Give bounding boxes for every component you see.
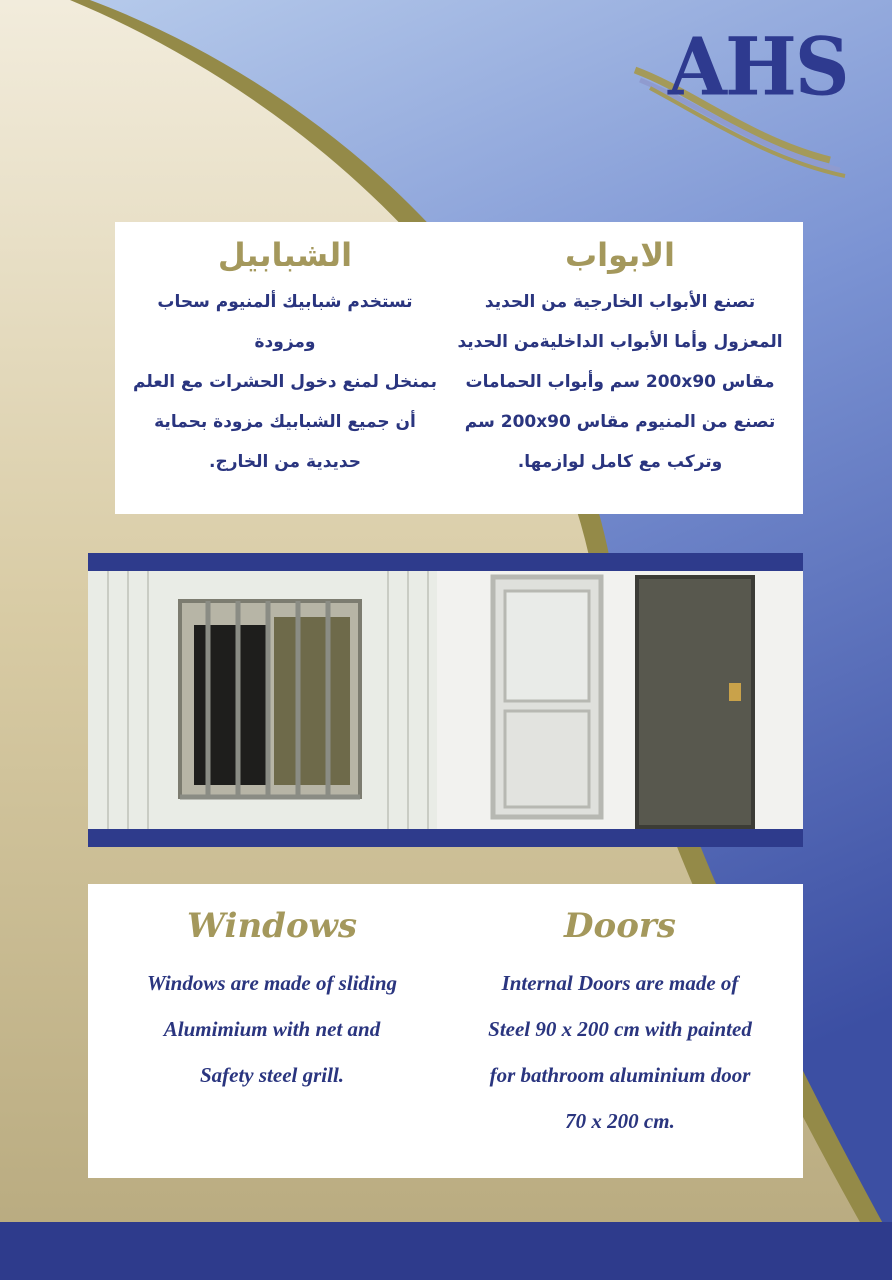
- doors-english-card: [437, 884, 803, 1178]
- text-line: تصنع الأبواب الخارجية من الحديد: [484, 292, 756, 312]
- text-line: وتركب مع كامل لوازمها.: [517, 452, 723, 472]
- windows-english-text: [88, 960, 456, 1098]
- windows-arabic-title: الشبابيل: [217, 236, 353, 274]
- doors-arabic-text: [437, 282, 803, 482]
- text-line: for bathroom aluminium door: [489, 1063, 751, 1087]
- text-line: Internal Doors are made of: [501, 971, 739, 995]
- text-line: أن جميع الشبابيك مزودة بحماية: [154, 412, 416, 432]
- text-line: Steel 90 x 200 cm with painted: [488, 1017, 752, 1041]
- doors-arabic-card: [437, 222, 803, 514]
- windows-arabic-card: [115, 222, 455, 514]
- text-line: بمنخل لمنع دخول الحشرات مع العلم: [133, 372, 437, 392]
- logo-text: AHS: [668, 19, 848, 114]
- doors-arabic-title: الابواب: [565, 236, 675, 274]
- windows-english-title: Windows: [186, 906, 358, 946]
- text-line: تستخدم شبابيك ألمنيوم سحاب ومزودة: [157, 292, 413, 352]
- windows-arabic-text: [115, 282, 455, 482]
- text-line: Safety steel grill.: [199, 1063, 345, 1087]
- window-photo: [88, 553, 456, 847]
- text-line: Windows are made of sliding: [146, 971, 398, 995]
- text-line: 70 x 200 cm.: [565, 1109, 675, 1133]
- text-line: المعزول وأما الأبواب الداخليةمن الحديد: [457, 332, 783, 352]
- doors-photo: [437, 553, 803, 847]
- doors-english-title: Doors: [564, 906, 676, 946]
- doors-english-text: [437, 960, 803, 1144]
- text-line: Alumimium with net and: [163, 1017, 381, 1041]
- text-line: حديدية من الخارج.: [209, 452, 361, 472]
- windows-english-card: [88, 884, 456, 1178]
- text-line: تصنع من المنيوم مقاس 200x90 سم: [464, 412, 776, 432]
- text-line: مقاس 200x90 سم وأبواب الحمامات: [465, 372, 775, 392]
